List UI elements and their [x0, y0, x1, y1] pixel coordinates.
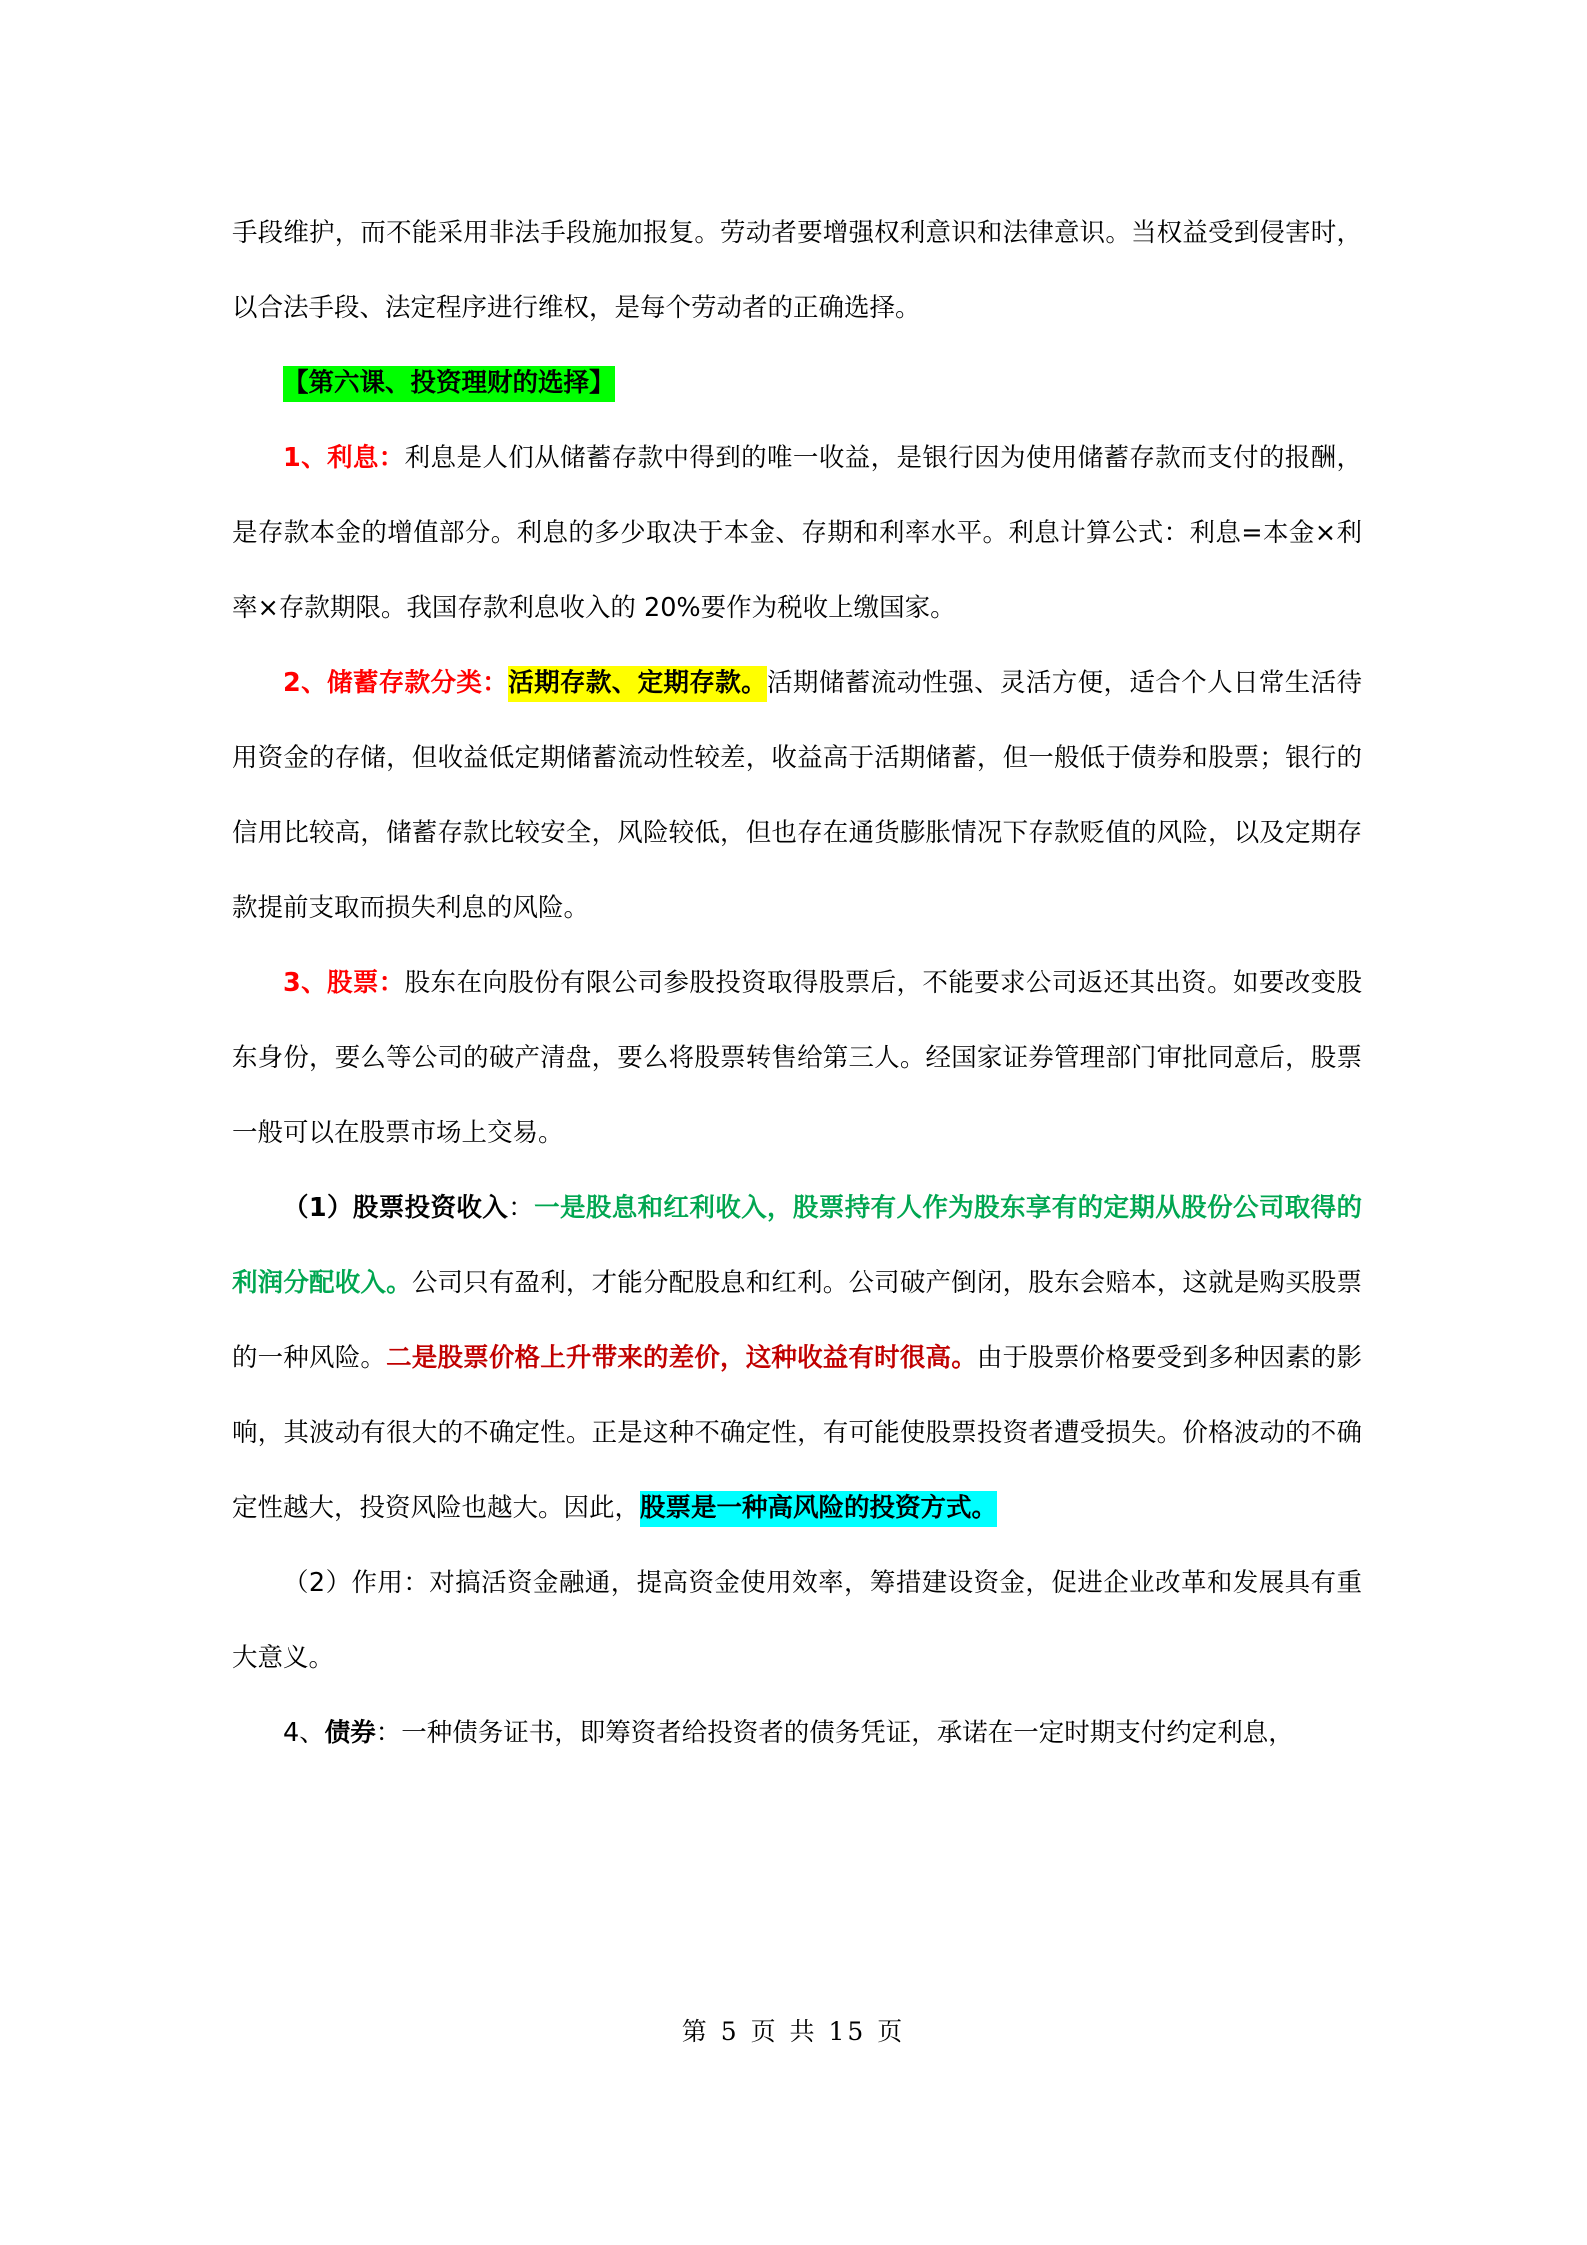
item-4-number: 4、	[283, 1718, 325, 1748]
item-3-sub-1-green-text: 一是股息和红利收入，股票持有人作为股东享有的定期从股份公司取得的利润分配收入。	[232, 1193, 1362, 1298]
item-4-text: ：一种债务证书，即筹资者给投资者的债务凭证，承诺在一定时期支付约定利息，	[375, 1718, 1294, 1748]
lesson-heading	[232, 346, 1362, 421]
item-3-text: 股东在向股份有限公司参股投资取得股票后，不能要求公司返还其出资。如要改变股东身份，要么等公司的破产清盘，要么将股票转售给第三人。经国家证券管理部门审批同意后，股票一般可以在股票市场上交易。	[232, 968, 1362, 1148]
item-2-savings-classification	[232, 646, 1362, 946]
item-3-sub-1-text-mid: 公司只有盈利，才能分配股息和红利。公司破产倒闭，股东会赔本，这就是购买股票的一种风险。	[232, 1268, 1362, 1373]
item-2-text: 活期储蓄流动性强、灵活方便，适合个人日常生活待用资金的存储，但收益低定期储蓄流动性较差，收益高于活期储蓄，但一般低于债券和股票；银行的信用比较高，储蓄存款比较安全，风险较低，但也存在通货膨胀情况下存款贬值的风险，以及定期存款提前支取而损失利息的风险。	[232, 668, 1362, 923]
item-3-sub-2-label: （2）作用：	[283, 1568, 430, 1598]
item-1-text: 利息是人们从储蓄存款中得到的唯一收益，是银行因为使用储蓄存款而支付的报酬，是存款本金的增值部分。利息的多少取决于本金、存期和利率水平。利息计算公式：利息=本金×利率×存款期限。我国存款利息收入的 20%要作为税收上缴国家。	[232, 443, 1362, 623]
item-3-sub-1-red-text: 二是股票价格上升带来的差价，这种收益有时很高。	[386, 1343, 977, 1373]
item-3-sub-2-text: 对搞活资金融通，提高资金使用效率，筹措建设资金，促进企业改革和发展具有重大意义。	[232, 1568, 1362, 1673]
item-3-sub-1-text-tail: 由于股票价格要受到多种因素的影响，其波动有很大的不确定性。正是这种不确定性，有可能使股票投资者遭受损失。价格波动的不确定性越大，投资风险也越大。因此，	[232, 1343, 1362, 1523]
page-number-label: 第 5 页 共 15 页	[681, 2017, 906, 2046]
item-3-sub-1-colon: ：	[508, 1193, 535, 1223]
page-content	[232, 196, 1362, 1771]
item-2-highlight: 活期存款、定期存款。	[508, 666, 767, 702]
item-3-sub-1-cyan-highlight: 股票是一种高风险的投资方式。	[640, 1491, 997, 1527]
paragraph-continuation	[232, 196, 1362, 346]
item-3-sub-1-label: （1）股票投资收入	[283, 1193, 509, 1223]
item-1-label: 1、利息：	[283, 443, 405, 473]
lesson-heading-highlight: 【第六课、投资理财的选择】	[283, 366, 615, 402]
item-4-label: 债券	[324, 1718, 376, 1748]
item-3-sub-2-function	[232, 1546, 1362, 1696]
item-1-interest	[232, 421, 1362, 646]
page-footer	[0, 2012, 1587, 2048]
item-3-stock	[232, 946, 1362, 1171]
item-2-label: 2、储蓄存款分类：	[283, 668, 509, 698]
item-3-sub-1-stock-income	[232, 1171, 1362, 1546]
paragraph-continuation-text: 手段维护，而不能采用非法手段施加报复。劳动者要增强权利意识和法律意识。当权益受到侵害时，以合法手段、法定程序进行维权，是每个劳动者的正确选择。	[232, 218, 1362, 323]
item-4-bond	[232, 1696, 1362, 1771]
item-3-label: 3、股票：	[283, 968, 405, 998]
